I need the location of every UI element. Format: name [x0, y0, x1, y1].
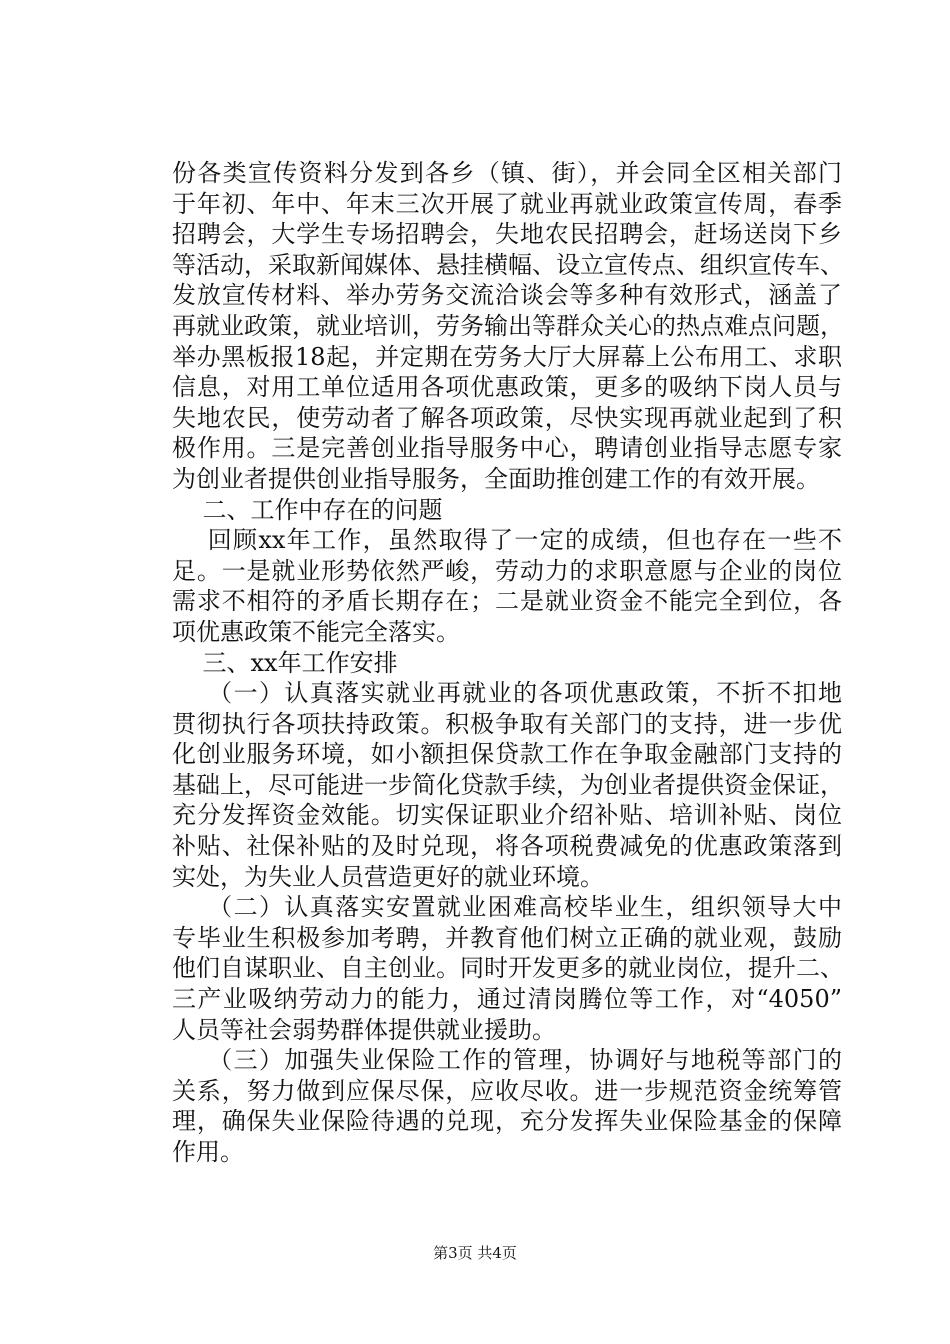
- text-line: 充分发挥资金效能。切实保证职业介绍补贴、培训补贴、岗位: [172, 801, 842, 830]
- text-line: 需求不相符的矛盾长期存在；二是就业资金不能完全到位，各: [172, 587, 842, 616]
- text-line: 作用。: [172, 1138, 244, 1166]
- text-line: 信息，对用工单位适用各项优惠政策，更多的吸纳下岗人员与: [172, 373, 842, 402]
- text-line: 发放宣传材料、举办劳务交流洽谈会等多种有效形式，涵盖了: [172, 281, 842, 310]
- text-line: （一）认真落实就业再就业的各项优惠政策，不折不扣地: [172, 679, 842, 708]
- text-line: 理，确保失业保险待遇的兑现，充分发挥失业保险基金的保障: [172, 1107, 842, 1136]
- text-line: 极作用。三是完善创业指导服务中心，聘请创业指导志愿专家: [172, 434, 842, 463]
- text-line: 于年初、年中、年末三次开展了就业再就业政策宣传周，春季: [172, 189, 842, 218]
- text-line: 贯彻执行各项扶持政策。积极争取有关部门的支持，进一步优: [172, 709, 842, 738]
- text-line: 项优惠政策不能完全落实。: [172, 617, 460, 646]
- text-line: 专毕业生积极参加考聘，并教育他们树立正确的就业观，鼓励: [172, 923, 842, 952]
- text-line: 化创业服务环境，如小额担保贷款工作在争取金融部门支持的: [172, 740, 842, 769]
- text-line: 基础上，尽可能进一步简化贷款手续，为创业者提供资金保证，: [172, 770, 844, 799]
- document-body: [172, 158, 842, 1168]
- text-line: 再就业政策，就业培训，劳务输出等群众关心的热点难点问题，: [172, 311, 844, 340]
- section-heading: 三、xx年工作安排: [172, 648, 398, 677]
- page-number-footer: 第3页 共4页: [433, 1244, 517, 1262]
- text-line: 补贴、社保补贴的及时兑现，将各项税费减免的优惠政策落到: [172, 832, 842, 861]
- text-line: 失地农民，使劳动者了解各项政策，尽快实现再就业起到了积: [172, 403, 842, 432]
- text-line: 等活动，采取新闻媒体、悬挂横幅、设立宣传点、组织宣传车、: [172, 250, 844, 279]
- text-line: （二）认真落实安置就业困难高校毕业生，组织领导大中: [172, 893, 842, 922]
- text-line: 他们自谋职业、自主创业。同时开发更多的就业岗位，提升二、: [172, 954, 844, 983]
- text-line: 实处，为失业人员营造更好的就业环境。: [172, 862, 604, 891]
- text-line: 回顾xx年工作，虽然取得了一定的成绩，但也存在一些不: [172, 526, 842, 555]
- text-line: 三产业吸纳劳动力的能力，通过清岗腾位等工作，对“4050”: [172, 985, 842, 1014]
- text-line: 招聘会，大学生专场招聘会，失地农民招聘会，赶场送岗下乡: [172, 220, 842, 249]
- text-line: 份各类宣传资料分发到各乡（镇、街），并会同全区相关部门: [172, 159, 842, 187]
- text-line: 举办黑板报18起，并定期在劳务大厅大屏幕上公布用工、求职: [172, 342, 842, 371]
- text-line: 足。一是就业形势依然严峻，劳动力的求职意愿与企业的岗位: [172, 556, 842, 585]
- text-line: 为创业者提供创业指导服务，全面助推创建工作的有效开展。: [172, 464, 820, 493]
- text-line: 关系，努力做到应保尽保，应收尽收。进一步规范资金统筹管: [172, 1076, 842, 1105]
- text-line: （三）加强失业保险工作的管理，协调好与地税等部门的: [172, 1046, 842, 1075]
- text-line: 人员等社会弱势群体提供就业援助。: [172, 1015, 556, 1044]
- section-heading: 二、工作中存在的问题: [172, 495, 443, 524]
